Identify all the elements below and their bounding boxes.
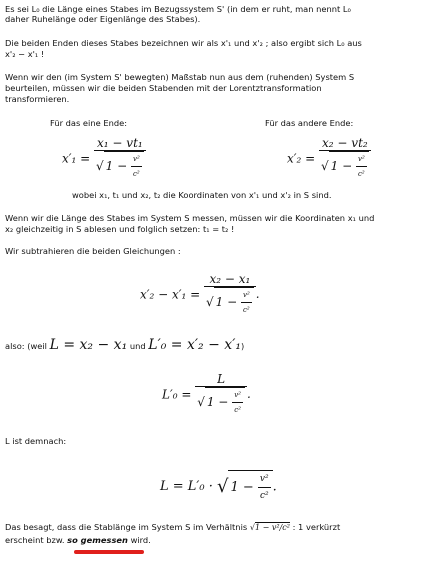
intro-line-1: Es sei L₀ die Länge eines Stabes im Bezugssystem S' (in dem er ruht, man nennt L₀: [5, 4, 351, 14]
subtract-line: Wir subtrahieren die beiden Gleichungen :: [5, 246, 181, 256]
equation-final: L = L′₀ · √ 1 − $\frac{\text{v²}}{\text{c²}}$ .: [160, 470, 277, 504]
measure-line-1: Wenn wir die Länge des Stabes im System S messen, müssen wir die Koordinaten x₁ und: [5, 213, 375, 223]
also-line: also: (weil L = x₂ − x₁ und L′₀ = x′₂ − x′₁): [5, 337, 245, 353]
conclusion-line-2: erscheint bzw. so gemessen wird.: [5, 535, 151, 545]
so-gemessen-emphasis: so gemessen: [67, 535, 128, 545]
right-heading: Für das andere Ende:: [265, 118, 354, 128]
equation-x1: x′₁ = x₁ − vt₁ √ 1 − $\frac{\text{v²}}{\text{c²}}$: [62, 136, 146, 181]
equation-x2: x′₂ = x₂ − vt₂ √ 1 − $\frac{\text{v²}}{\text{c²}}$: [287, 136, 371, 181]
equation-L0: L′₀ = L √ 1 − $\frac{\text{v²}}{\text{c²}}$ .: [162, 372, 251, 417]
l-demnach: L ist demnach:: [5, 436, 67, 446]
conclusion-line-1: Das besagt, dass die Stablänge im System S im Verhältnis √1 − v²/c² : 1 verkürzt: [5, 522, 341, 532]
measure-line-2: x₂ gleichzeitig in S ablesen und folglich setzen: t₁ = t₂ !: [5, 224, 235, 234]
moving-line-3: transformieren.: [5, 94, 70, 104]
intro-line-2: daher Ruhelänge oder Eigenlänge des Stabes).: [5, 14, 201, 24]
ends-line-2: x'₂ − x'₁ !: [5, 49, 45, 59]
wobei-line: wobei x₁, t₁ und x₂, t₂ die Koordinaten von x'₁ und x'₂ in S sind.: [72, 190, 332, 200]
equation-difference: x′₂ − x′₁ = x₂ − x₁ √ 1 − $\frac{\text{v²}}{\text{c²}}$ .: [140, 272, 260, 317]
left-heading: Für das eine Ende:: [50, 118, 128, 128]
moving-line-2: beurteilen, müssen wir die beiden Stabenden mit der Lorentztransformation: [5, 83, 322, 93]
red-underline: [74, 550, 144, 554]
moving-line-1: Wenn wir den (im System S' bewegten) Maßstab nun aus dem (ruhenden) System S: [5, 72, 355, 82]
ends-line-1: Die beiden Enden dieses Stabes bezeichnen wir als x'₁ und x'₂ ; also ergibt sich L₀ aus: [5, 38, 362, 48]
